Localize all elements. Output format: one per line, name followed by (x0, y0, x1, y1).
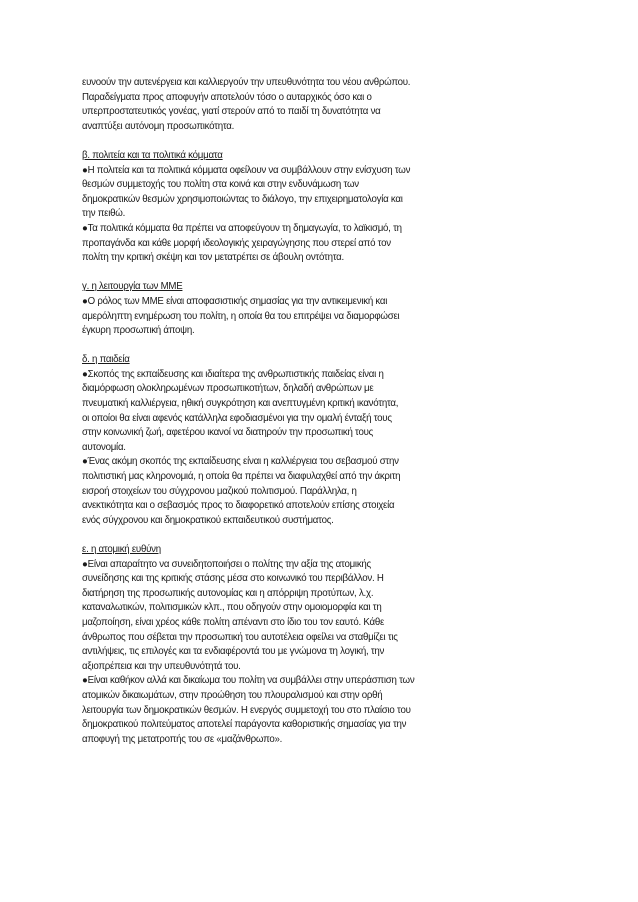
paragraph-line: ●Ο ρόλος των ΜΜΕ είναι αποφασιστικής σημασίας για την αντικειμενική και (82, 295, 388, 307)
paragraph-line: ●Η πολιτεία και τα πολιτικά κόμματα οφείλουν να συμβάλλουν στην ενίσχυση των (82, 164, 411, 176)
paragraph-line: πολίτη την κριτική σκέψη και τον μετατρέπει σε άβουλη οντότητα. (82, 252, 344, 264)
paragraph-line: ευνοούν την αυτενέργεια και καλλιεργούν την υπευθυνότητα του νέου ανθρώπου. (82, 77, 411, 88)
paragraph-line: αναπτύξει αυτόνομη προσωπικότητα. (82, 120, 235, 132)
paragraph-line: συνείδησης και της κριτικής στάσης μέσα στο κοινωνικό του περιβάλλον. Η (82, 573, 384, 585)
paragraph-line: εισροή στοιχείων του σύγχρονου μαζικού πολιτισμού. Παράλληλα, η (82, 485, 357, 497)
paragraph-line: υπερπροστατευτικός γονέας, γιατί στερούν από το παιδί τη δυνατότητα να (82, 106, 381, 118)
section-media (82, 280, 522, 338)
section-intro (82, 76, 522, 134)
paragraph-line: ατομικών δικαιωμάτων, στην προώθηση του πλουραλισμού και στην ορθή (82, 689, 383, 701)
paragraph-line: ανεκτικότητα και ο σεβασμός προς το διαφορετικό αποτελούν επίσης στοιχεία (82, 500, 395, 512)
spacer (82, 266, 522, 281)
paragraph-line: αντιλήψεις, τις επιλογές και τα ενδιαφέροντά του με γνώμονα τη λογική, την (82, 646, 385, 658)
section-heading: γ. η λειτουργία των ΜΜΕ (82, 281, 183, 293)
document-page (82, 76, 522, 747)
paragraph-line: πνευματική καλλιέργεια, ηθική συγκρότηση και ανεπτυγμένη κριτική ικανότητα, (82, 398, 399, 410)
paragraph-line: δημοκρατικών θεσμών χρησιμοποιώντας το διάλογο, την επιχειρηματολογία και (82, 193, 403, 205)
paragraph-line: ●Είναι απαραίτητο να συνειδητοποιήσει ο πολίτης την αξία της ατομικής (82, 558, 371, 570)
paragraph-line: αμερόληπτη ενημέρωση του πολίτη, η οποία θα του επιτρέψει να διαμορφώσει (82, 310, 400, 322)
section-heading: ε. η ατομική ευθύνη (82, 544, 161, 555)
paragraph-line: προπαγάνδα και κάθε μορφή ιδεολογικής χειραγώγησης που στερεί από τον (82, 237, 391, 249)
paragraph-line: Παραδείγματα προς αποφυγήν αποτελούν τόσο ο αυταρχικός όσο και ο (82, 91, 372, 103)
paragraph-line: αυτονομία. (82, 441, 126, 453)
paragraph-line: ●Ένας ακόμη σκοπός της εκπαίδευσης είναι η καλλιέργεια του σεβασμού στην (82, 456, 399, 468)
paragraph-line: οι οποίοι θα είναι αφενός κατάλληλα εφοδιασμένοι για την ομαλή ένταξή τους (82, 412, 392, 424)
paragraph-line: άνθρωπος που σέβεται την προσωπική του αυτοτέλεια οφείλει να σταθμίζει τις (82, 631, 398, 643)
paragraph-line: δημοκρατικού πολιτεύματος αποτελεί παράγοντα καθοριστικής σημασίας για την (82, 719, 407, 731)
paragraph-line: ●Τα πολιτικά κόμματα θα πρέπει να αποφεύγουν τη δημαγωγία, το λαϊκισμό, τη (82, 222, 402, 234)
paragraph-line: ●Σκοπός της εκπαίδευσης και ιδιαίτερα της ανθρωπιστικής παιδείας είναι η (82, 368, 384, 380)
paragraph-line: πολιτιστική μας κληρονομιά, η οποία θα πρέπει να διαφυλαχθεί από την άκριτη (82, 471, 401, 483)
paragraph-line: την πειθώ. (82, 208, 126, 220)
paragraph-line: καταναλωτικών, πολιτισμικών κλπ., που οδηγούν στην ομοιομορφία και τη (82, 602, 382, 614)
spacer (82, 134, 522, 149)
paragraph-line: έγκυρη προσωπική άποψη. (82, 325, 195, 337)
paragraph-line: ενός σύγχρονου και δημοκρατικού εκπαιδευτικού συστήματος. (82, 514, 334, 526)
section-education (82, 353, 522, 528)
spacer (82, 339, 522, 354)
paragraph-line: διαμόρφωση ολοκληρωμένων προσωπικοτήτων, δηλαδή ανθρώπων με (82, 383, 374, 395)
paragraph-line: αποφυγή της μετατροπής του σε «μαζάνθρωπο». (82, 733, 283, 745)
paragraph-line: μαζοποίηση, είναι χρέος κάθε πολίτη απέναντι στο ίδιο του τον εαυτό. Κάθε (82, 616, 385, 628)
paragraph-line: στην κοινωνική ζωή, αφετέρου ικανοί να διατηρούν την προσωπική τους (82, 427, 374, 439)
paragraph-line: θεσμών συμμετοχής του πολίτη στα κοινά και στην ενδυνάμωση των (82, 179, 359, 191)
paragraph-line: διατήρηση της προσωπικής αυτονομίας και η απόρριψη προτύπων, λ.χ. (82, 587, 374, 599)
spacer (82, 528, 522, 543)
paragraph-line: λειτουργία των δημοκρατικών θεσμών. Η ενεργός συμμετοχή του στο πλαίσιο του (82, 704, 411, 716)
section-heading: δ. η παιδεία (82, 354, 130, 366)
paragraph-line: ●Είναι καθήκον αλλά και δικαίωμα του πολίτη να συμβάλλει στην υπεράσπιση των (82, 675, 415, 687)
section-state-and-parties (82, 149, 522, 266)
paragraph-line: αξιοπρέπεια και την υπευθυνότητά του. (82, 660, 241, 672)
section-heading: β. πολιτεία και τα πολιτικά κόμματα (82, 149, 223, 161)
section-individual-responsibility (82, 543, 522, 747)
